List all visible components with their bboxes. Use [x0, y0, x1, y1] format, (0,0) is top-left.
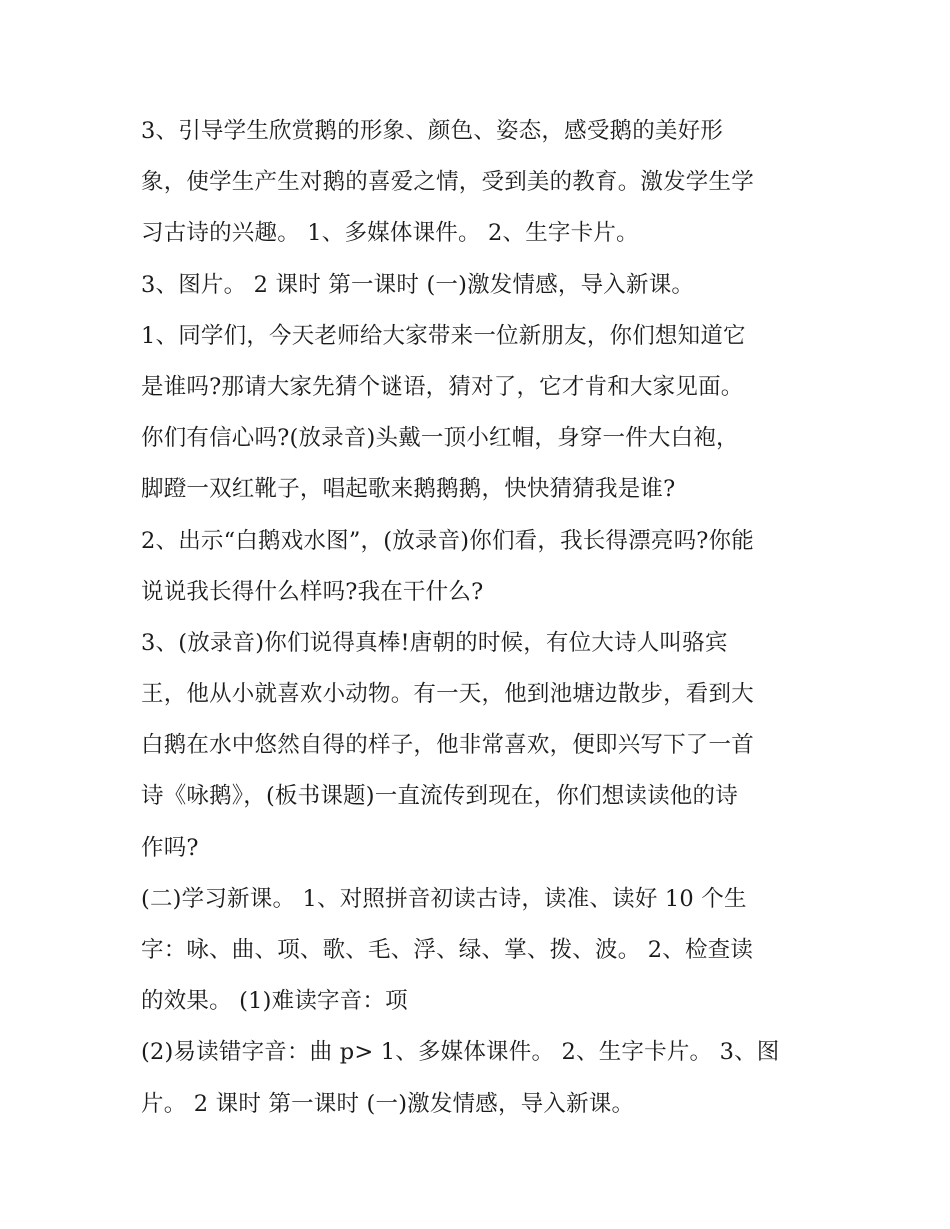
text-line: 3、图片。 2 课时 第一课时 (一)激发情感，导入新课。 [141, 271, 695, 298]
text-line: 脚蹬一双红靴子，唱起歌来鹅鹅鹅，快快猜猜我是谁? [141, 476, 676, 503]
text-line: 作吗? [141, 834, 199, 861]
text-line: (2)易读错字音：曲 p> 1、多媒体课件。 2、生字卡片。 3、图 [141, 1039, 780, 1066]
text-line: 王，他从小就喜欢小动物。有一天，他到池塘边散步，看到大 [141, 681, 754, 708]
text-line: 说说我长得什么样吗?我在干什么? [141, 578, 484, 605]
text-line: 习古诗的兴趣。 1、多媒体课件。 2、生字卡片。 [141, 220, 639, 247]
text-line: 的效果。 (1)难读字音：项 [141, 988, 408, 1015]
text-line: 你们有信心吗?(放录音)头戴一顶小红帽，身穿一件大白袍， [141, 425, 739, 452]
text-line: 3、(放录音)你们说得真棒!唐朝的时候，有位大诗人叫骆宾 [141, 629, 728, 656]
text-line: 片。 2 课时 第一课时 (一)激发情感，导入新课。 [141, 1090, 635, 1117]
text-line: (二)学习新课。 1、对照拼音初读古诗，读准、读好 10 个生 [141, 885, 747, 912]
text-line: 诗《咏鹅》，(板书课题)一直流传到现在，你们想读读他的诗 [141, 783, 738, 810]
text-line: 字：咏、曲、项、歌、毛、浮、绿、掌、拨、波。 2、检查读 [141, 937, 754, 963]
text-line: 3、引导学生欣赏鹅的形象、颜色、姿态，感受鹅的美好形 [141, 118, 724, 144]
document-body [141, 106, 813, 1130]
text-line: 2、出示“白鹅戏水图”，(放录音)你们看，我长得漂亮吗?你能 [141, 527, 754, 554]
text-line: 象，使学生产生对鹅的喜爱之情，受到美的教育。激发学生学 [141, 169, 754, 196]
text-line: 白鹅在水中悠然自得的样子，他非常喜欢，便即兴写下了一首 [141, 732, 754, 759]
text-line: 1、同学们，今天老师给大家带来一位新朋友，你们想知道它 [141, 322, 746, 349]
text-line: 是谁吗?那请大家先猜个谜语，猜对了，它才肯和大家见面。 [141, 373, 744, 400]
